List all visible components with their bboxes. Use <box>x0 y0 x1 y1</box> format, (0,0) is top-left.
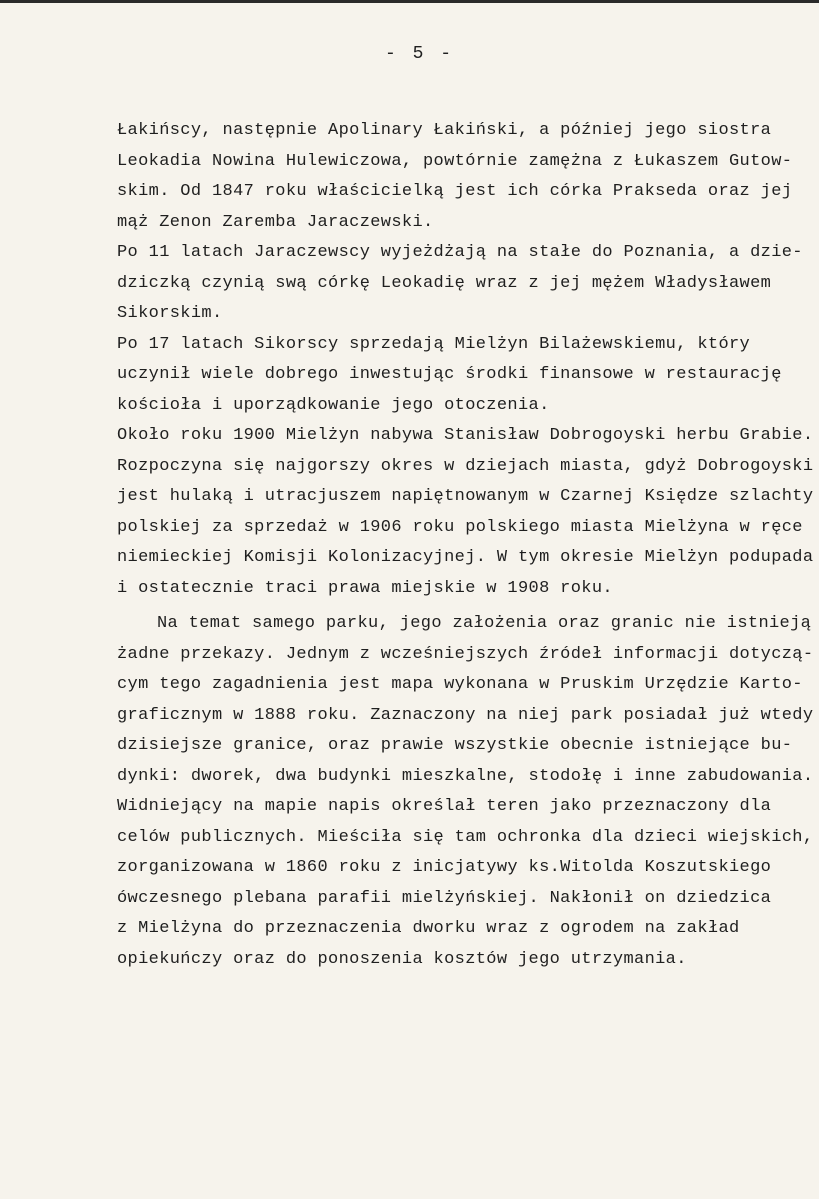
text-line: celów publicznych. Mieściła się tam ochronka dla dzieci wiejskich, <box>117 827 814 847</box>
text-line: Po 17 latach Sikorscy sprzedają Mielżyn Bilażewskiemu, który <box>117 334 751 354</box>
text-line: Widniejący na mapie napis określał teren jako przeznaczony dla <box>117 797 772 816</box>
text-line: Rozpoczyna się najgorszy okres w dziejach miasta, gdyż Dobrogoyski <box>117 456 814 476</box>
text-line: niemieckiej Komisji Kolonizacyjnej. W tym okresie Mielżyn podupada <box>117 548 814 567</box>
text-line: polskiej za sprzedaż w 1906 roku polskiego miasta Mielżyna w ręce <box>117 517 803 537</box>
body-text <box>117 116 817 975</box>
text-line: Po 11 latach Jaraczewscy wyjeżdżają na stałe do Poznania, a dzie- <box>117 243 803 262</box>
text-line: zorganizowana w 1860 roku z inicjatywy ks.Witolda Koszutskiego <box>117 858 772 877</box>
text-line: graficznym w 1888 roku. Zaznaczony na niej park posiadał już wtedy <box>117 705 814 725</box>
text-line: cym tego zagadnienia jest mapa wykonana w Pruskim Urzędzie Karto- <box>117 675 803 694</box>
text-line: uczynił wiele dobrego inwestując środki finansowe w restaurację <box>117 365 782 384</box>
text-line: mąż Zenon Zaremba Jaraczewski. <box>117 212 434 232</box>
text-line: dzisiejsze granice, oraz prawie wszystkie obecnie istniejące bu- <box>117 736 793 755</box>
text-line: dynki: dworek, dwa budynki mieszkalne, stodołę i inne zabudowania. <box>117 766 814 786</box>
text-line: skim. Od 1847 roku właścicielką jest ich córka Prakseda oraz jej <box>117 182 793 201</box>
text-line: dziczką czynią swą córkę Leokadię wraz z jej mężem Władysławem <box>117 273 772 293</box>
text-line: Około roku 1900 Mielżyn nabywa Stanisław Dobrogoyski herbu Grabie. <box>117 426 814 445</box>
paragraph-first-line: Na temat samego parku, jego założenia oraz granic nie istnieją <box>157 614 812 633</box>
text-line: opiekuńczy oraz do ponoszenia kosztów jego utrzymania. <box>117 949 687 969</box>
text-line: jest hulaką i utracjuszem napiętnowanym w Czarnej Księdze szlachty <box>117 487 814 506</box>
text-line: z Mielżyna do przeznaczenia dworku wraz z ogrodem na zakład <box>117 919 740 938</box>
text-line: i ostatecznie traci prawa miejskie w 1908 roku. <box>117 578 613 598</box>
text-line: żadne przekazy. Jednym z wcześniejszych źródeł informacji dotyczą- <box>117 644 814 664</box>
page-number: - 5 - <box>384 44 454 64</box>
text-line: kościoła i uporządkowanie jego otoczenia. <box>117 395 550 415</box>
text-line: ówczesnego plebana parafii mielżyńskiej. Nakłonił on dziedzica <box>117 888 772 908</box>
text-line: Łakińscy, następnie Apolinary Łakiński, a później jego siostra <box>117 121 772 140</box>
text-line: Sikorskim. <box>117 304 223 323</box>
text-line: Leokadia Nowina Hulewiczowa, powtórnie zamężna z Łukaszem Gutow- <box>117 151 793 171</box>
